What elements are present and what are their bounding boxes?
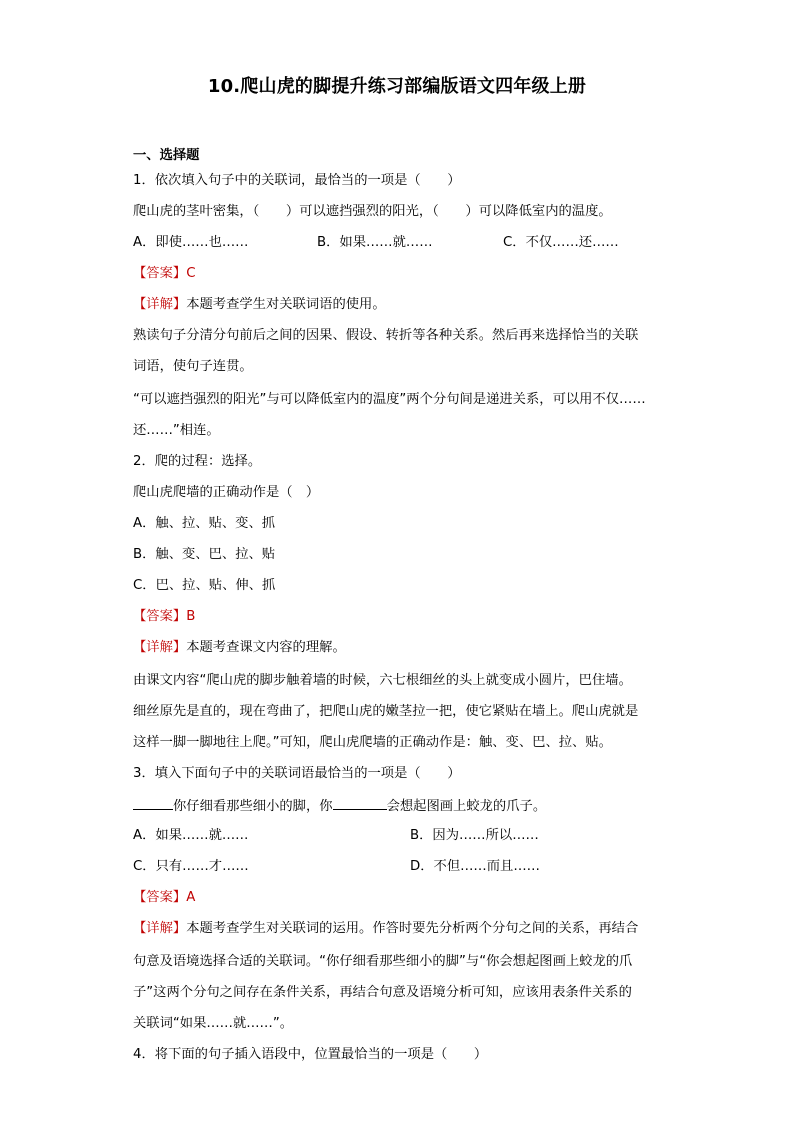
- q3-explanation-line: 子”这两个分句之间存在条件关系，再结合句意及语境分析可知，应该用表条件关系的: [133, 985, 632, 1000]
- q1-explanation-line: 还……”相连。: [133, 423, 220, 438]
- q3-option-a: A．如果……就……: [133, 828, 249, 843]
- detail-tag: 【详解】: [133, 640, 187, 655]
- sentence-part: 会想起图画上蛟龙的爪子。: [386, 799, 547, 814]
- q1-explanation-line: 熟读句子分清分句前后之间的因果、假设、转折等各种关系。然后再来选择恰当的关联: [133, 328, 639, 343]
- q1-option-a: A．即使……也……: [133, 235, 249, 250]
- q3-explanation-line: 句意及语境选择合适的关联词。“你仔细看那些细小的脚”与“你会想起图画上蛟龙的爪: [133, 954, 633, 969]
- q3-explanation-line: 关联词“如果……就……”。: [133, 1016, 294, 1031]
- answer-value: A: [186, 890, 196, 905]
- q2-detail: [133, 638, 346, 658]
- q4-stem: 4．将下面的句子插入语段中，位置最恰当的一项是（ ）: [133, 1047, 488, 1062]
- fill-blank: [133, 795, 173, 810]
- q1-explanation-line: “可以遮挡强烈的阳光”与可以降低室内的温度”两个分句间是递进关系，可以用不仅……: [133, 392, 646, 407]
- q3-answer: [133, 888, 195, 908]
- q2-option-c: C．巴、拉、贴、伸、抓: [133, 578, 276, 593]
- fill-blank: [333, 795, 387, 810]
- q2-option-a: A．触、拉、贴、变、抓: [133, 516, 276, 531]
- detail-tag: 【详解】: [133, 297, 187, 312]
- q1-answer: [133, 264, 195, 284]
- answer-tag: 【答案】: [133, 609, 187, 624]
- q2-stem: 2．爬的过程：选择。: [133, 454, 262, 469]
- page-title: 10.爬山虎的脚提升练习部编版语文四年级上册: [207, 76, 587, 97]
- q1-sentence: 爬山虎的茎叶密集，（ ）可以遮挡强烈的阳光，（ ）可以降低室内的温度。: [133, 204, 612, 219]
- q1-explanation-line: 词语，使句子连贯。: [133, 359, 253, 374]
- q3-option-b: B．因为……所以……: [410, 828, 539, 843]
- q3-stem: 3．填入下面句子中的关联词语最恰当的一项是（ ）: [133, 766, 461, 781]
- answer-value: C: [186, 266, 196, 281]
- q1-option-b: B．如果……就……: [317, 235, 433, 250]
- detail-text: 本题考查学生对关联词的运用。作答时要先分析两个分句之间的关系，再结合: [186, 921, 639, 936]
- answer-tag: 【答案】: [133, 266, 187, 281]
- q2-answer: [133, 607, 195, 627]
- q2-explanation-line: 细丝原先是直的，现在弯曲了，把爬山虎的嫩茎拉一把，使它紧贴在墙上。爬山虎就是: [133, 704, 639, 719]
- q2-sentence: 爬山虎爬墙的正确动作是（ ）: [133, 485, 320, 500]
- q3-option-c: C．只有……才……: [133, 859, 249, 874]
- q1-stem: 1．依次填入句子中的关联词，最恰当的一项是（ ）: [133, 173, 461, 188]
- detail-text: 本题考查课文内容的理解。: [186, 640, 346, 655]
- answer-value: B: [186, 609, 196, 624]
- answer-tag: 【答案】: [133, 890, 187, 905]
- detail-tag: 【详解】: [133, 921, 187, 936]
- q1-option-c: C．不仅……还……: [503, 235, 619, 250]
- section-heading: 一、选择题: [133, 148, 200, 163]
- q3-sentence: [133, 795, 546, 817]
- sentence-part: 你仔细看那些细小的脚，你: [173, 799, 333, 814]
- q2-explanation-line: 这样一脚一脚地往上爬。”可知，爬山虎爬墙的正确动作是：触、变、巴、拉、贴。: [133, 735, 612, 750]
- detail-text: 本题考查学生对关联词语的使用。: [186, 297, 386, 312]
- q3-option-d: D．不但……而且……: [410, 859, 540, 874]
- q1-detail: [133, 295, 386, 315]
- q2-option-b: B．触、变、巴、拉、贴: [133, 547, 276, 562]
- q2-explanation-line: 由课文内容“爬山虎的脚步触着墙的时候，六七根细丝的头上就变成小圆片，巴住墙。: [133, 673, 632, 688]
- q3-detail: [133, 919, 638, 939]
